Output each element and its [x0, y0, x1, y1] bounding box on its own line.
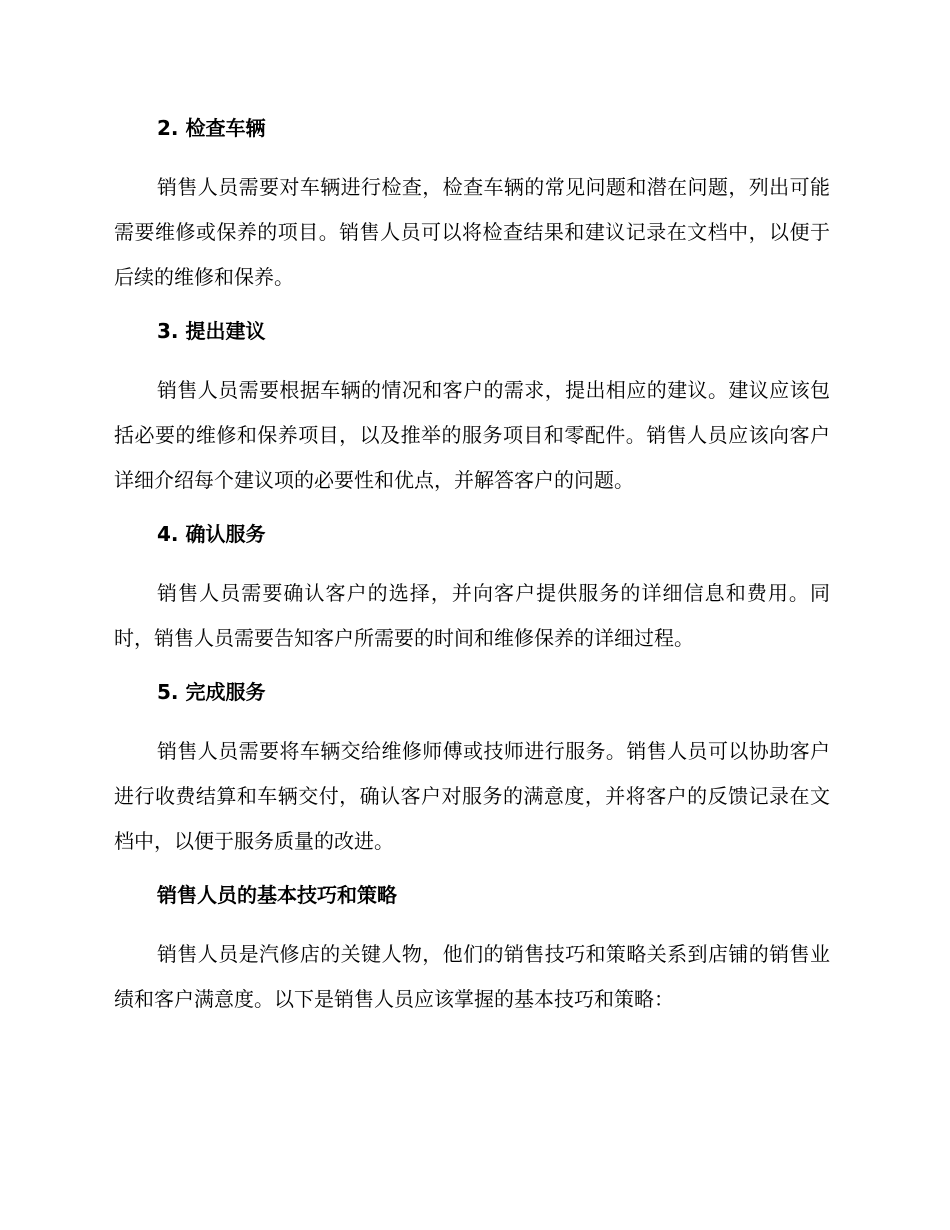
section-heading-complete-service: 5. 完成服务: [157, 680, 266, 704]
section-heading-confirm-service: 4. 确认服务: [157, 522, 266, 546]
section-heading-check-vehicle: 2. 检查车辆: [157, 116, 266, 140]
section-paragraph-give-advice: 销售人员需要根据车辆的情况和客户的需求，提出相应的建议。建议应该包括必要的维修和保养项目，以及推举的服务项目和零配件。销售人员应该向客户详细介绍每个建议项的必要性和优点，并解答客户的问题。: [114, 378, 830, 492]
section-heading-give-advice: 3. 提出建议: [157, 319, 266, 343]
section-paragraph-check-vehicle: 销售人员需要对车辆进行检查，检查车辆的常见问题和潜在问题，列出可能需要维修或保养的项目。销售人员可以将检查结果和建议记录在文档中，以便于后续的维修和保养。: [114, 175, 830, 289]
section-paragraph-confirm-service: 销售人员需要确认客户的选择，并向客户提供服务的详细信息和费用。同时，销售人员需要告知客户所需要的时间和维修保养的详细过程。: [114, 581, 830, 650]
section-heading-sales-skills: 销售人员的基本技巧和策略: [157, 883, 397, 907]
section-paragraph-sales-skills: 销售人员是汽修店的关键人物，他们的销售技巧和策略关系到店铺的销售业绩和客户满意度。以下是销售人员应该掌握的基本技巧和策略：: [114, 942, 830, 1011]
section-paragraph-complete-service: 销售人员需要将车辆交给维修师傅或技师进行服务。销售人员可以协助客户进行收费结算和车辆交付，确认客户对服务的满意度，并将客户的反馈记录在文档中，以便于服务质量的改进。: [114, 739, 830, 853]
document-body: [114, 110, 830, 1022]
